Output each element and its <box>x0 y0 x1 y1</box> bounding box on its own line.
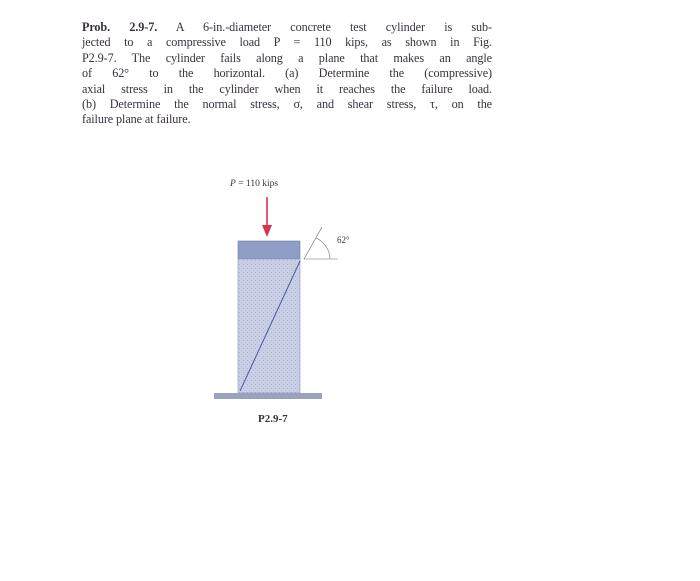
angle-arc <box>316 238 330 259</box>
load-cap <box>238 241 300 259</box>
problem-line-6: (b) Determine the normal stress, σ, and shear stress, τ, on the <box>82 97 492 112</box>
cylinder-body <box>238 259 300 393</box>
problem-line-5: axial stress in the cylinder when it reaches the failure load. <box>82 81 492 96</box>
cylinder-diagram <box>210 175 370 405</box>
problem-statement <box>82 20 492 128</box>
base-plate <box>214 393 322 399</box>
load-arrow-head <box>262 225 272 237</box>
figure-caption: P2.9-7 <box>258 413 288 425</box>
problem-line-4: of 62° to the horizontal. (a) Determine the (compressive) <box>82 66 492 81</box>
angle-label: 62° <box>337 235 350 245</box>
problem-number: Prob. 2.9-7. <box>82 20 158 34</box>
problem-line-1: Prob. 2.9-7. A 6-in.-diameter concrete test cylinder is sub- <box>82 20 492 34</box>
angle-plane-line <box>304 227 322 259</box>
problem-line-7: failure plane at failure. <box>82 112 191 127</box>
load-symbol: P <box>230 179 236 189</box>
problem-line-2: jected to a compressive load P = 110 kips, as shown in Fig. <box>82 35 492 50</box>
problem-line-3: P2.9-7. The cylinder fails along a plane that makes an angle <box>82 50 492 65</box>
figure-cylinder <box>210 175 370 435</box>
load-value: = 110 kips <box>235 179 279 189</box>
